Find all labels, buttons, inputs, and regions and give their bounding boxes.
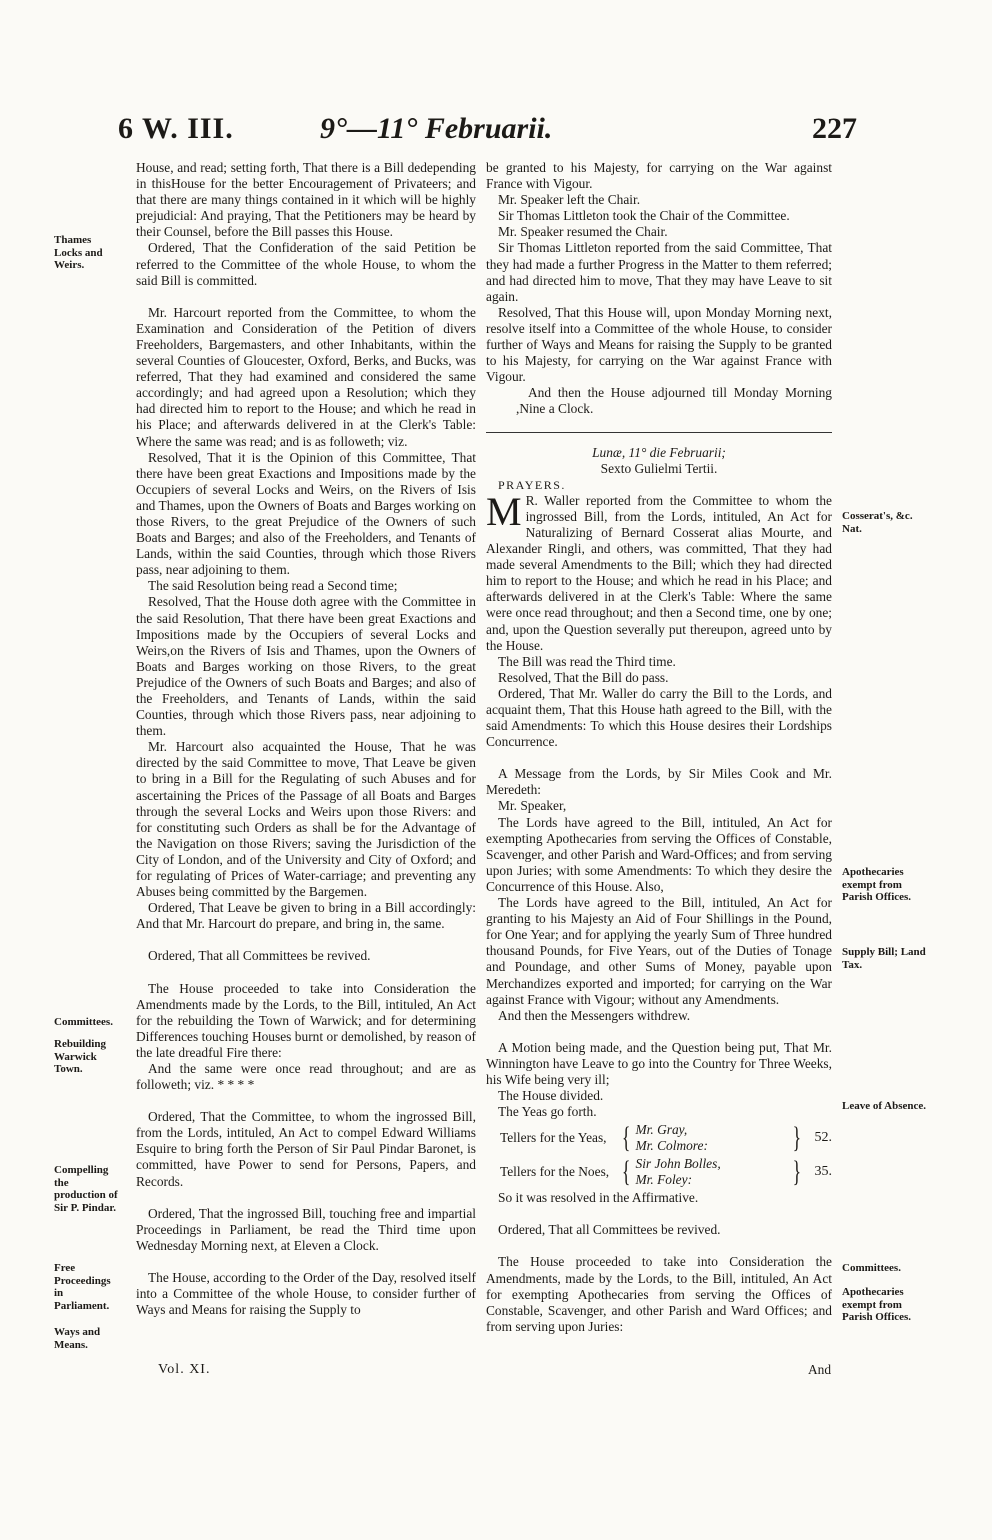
paragraph: The said Resolution being read a Second time; — [148, 578, 398, 594]
margin-note-apothecaries: Apothecaries exempt from Parish Offices. — [842, 866, 912, 903]
paragraph: Ordered, That the Confideration of the said Petition be referred to the Committee of the whole House, to whom the said Bill is committed. — [136, 240, 476, 288]
right-brace: } — [792, 1155, 802, 1189]
teller-name: Sir John Bolles, — [635, 1156, 721, 1172]
paragraph: be granted to his Majesty, for carrying on the War against France with Vigour. — [486, 160, 832, 192]
teller-names — [636, 1156, 790, 1188]
paragraph: The House proceeded to take into Consideration the Amendments made by the Lords, to the Bill, intituled, An Act for the rebuilding the Town of Warwick; and for determining Differences touching Houses burnt or demolished, by reason of the late dreadful Fire there: — [136, 980, 476, 1060]
paragraph: Ordered, That Leave be given to bring in a Bill accordingly: And that Mr. Harcourt do prepare, and bring in, the same. — [136, 900, 476, 932]
tellers-label: Tellers for the Noes, — [500, 1164, 610, 1180]
margin-note-committees: Committees. — [54, 1016, 113, 1028]
regnal-year: 6 W. III. — [118, 112, 234, 145]
paragraph: Mr. Speaker, — [498, 798, 567, 814]
paragraph: Mr. Harcourt reported from the Committee, to whom the Examination and Consideration of the Petition of divers Freeholders, Bargemasters, and other Inhabitants, within the several Counties of Gloucester, Oxford, Berks, and Bucks, was referred, That they had examined and considered the same accordingly; and had agreed upon a Resolution; which they had directed him to report to the House; and which he read in his Place; and afterwards delivered in at the Clerk's Table: Where the same was read; and is as followeth; viz. — [136, 304, 476, 449]
paragraph: The House divided. — [498, 1088, 604, 1104]
paragraph: The House, according to the Order of the Day, resolved itself into a Committee of the whole House, to consider further of Ways and Means for raising the Supply to — [136, 1269, 476, 1318]
left-brace: { — [621, 1155, 631, 1189]
right-brace: } — [792, 1121, 802, 1155]
paragraph-text: R. Waller reported from the Committee to whom the ingrossed Bill, from the Lords, intituled, An Act for Naturalizing of Bernard Cosserat alias Mourte, and Alexander Ringli, and others, was committed, That they had made several Amendments to the Bill; which they had directed him to report to the House; and which he read in his Place; and afterwards delivered in at the Clerk's Table: Where the same were once read throughout; and then a Second time, one by one; and, upon the Question severally put thereupon, agreed unto by the House. — [486, 492, 832, 653]
sitting-date: Lunæ, 11° die Februarii; — [592, 444, 726, 460]
tellers-yeas — [500, 1122, 832, 1154]
tellers-label: Tellers for the Yeas, — [500, 1130, 607, 1146]
tellers-noes — [500, 1156, 832, 1188]
paragraph: Resolved, That the Bill do pass. — [498, 669, 669, 685]
paragraph: Mr. Harcourt also acquainted the House, That he was directed by the said Committee to move, That Leave be given to bring in a Bill for the Regulating of such Abuses and for ascertaining the Prices of the Passage of all Boats and Barges through the several Locks and Weirs upon those Rivers: and for constituting such Orders as shall be for the Advantage of the Navigation on those Rivers; saving the Jurisdiction of the City of London, and of the University and City of Oxford; and for regulating of Prices of Water-carriage; and preventing any Abuses being committed by the Bargemen. — [136, 739, 476, 900]
margin-note-committees-2: Committees. — [842, 1262, 901, 1274]
teller-name: Mr. Foley: — [635, 1172, 693, 1188]
paragraph: Ordered, That the ingrossed Bill, touching free and impartial Proceedings in Parliament, be read the Third time upon Wednesday Morning next, at Eleven a Clock. — [136, 1205, 476, 1253]
margin-note-warwick: Rebuilding Warwick Town. — [54, 1038, 106, 1075]
teller-name: Mr. Gray, — [635, 1122, 688, 1138]
paragraph: Ordered, That all Committees be revived. — [498, 1222, 721, 1238]
left-column — [136, 160, 476, 1318]
paragraph: Resolved, That this House will, upon Monday Morning next, resolve itself into a Committee of the whole House, to consider further of Ways and Means for raising the Supply to be granted to his Majesty, for carrying on the War against France with Vigour. — [486, 304, 832, 385]
teller-names — [636, 1122, 790, 1154]
month: Februarii. — [424, 112, 553, 145]
paragraph: House, and read; setting forth, That there is a Bill dedepending in thisHouse for the better Encouragement of Privateers; and that there are many things contained in it which will be highly prejudicial: And praying, That the Petitioners may be heard by their Counsel, before the Bill passes this House. — [136, 160, 476, 240]
paragraph: Sir Thomas Littleton reported from the said Committee, That they had made a further Progress in the Matter to them referred; and had directed him to move, That they may have Leave to sit again. — [486, 240, 832, 304]
page-number: 227 — [812, 112, 857, 145]
header-dates — [320, 112, 552, 146]
margin-note-pindar: Compelling the production of Sir P. Pindar. — [54, 1164, 118, 1214]
margin-note-cosserat: Cosserat's, &c. Nat. — [842, 510, 913, 535]
margin-note-ways-means: Ways and Means. — [54, 1326, 101, 1351]
paragraph: Mr. Speaker left the Chair. — [498, 192, 641, 208]
paragraph: A Motion being made, and the Question being put, That Mr. Winnington have Leave to go into the Country for Three Weeks, his Wife being very ill; — [486, 1039, 832, 1087]
paragraph: The Lords have agreed to the Bill, intituled, An Act for granting to his Majesty an Aid of Four Shillings in the Pound, for One Year; and for applying the yearly Sum of Three hundred thousand Pounds, for Five Years, out of the Duties of Tonage and Poundage, and other Sums of Money, payable upon Merchandizes exported and imported; for carrying on the War against France with Vigour; without any Amendments. — [486, 895, 832, 1007]
paragraph: And then the House adjourned till Monday Morning ,Nine a Clock. — [516, 385, 832, 417]
paragraph: So it was resolved in the Affirmative. — [498, 1190, 699, 1206]
margin-note-leave-absence: Leave of Absence. — [842, 1100, 927, 1112]
paragraph: And then the Messengers withdrew. — [498, 1007, 691, 1023]
volume-signature: Vol. XI. — [158, 1362, 211, 1377]
margin-note-free-proceedings: Free Proceedings in Parliament. — [54, 1262, 111, 1312]
paragraph: Ordered, That the Committee, to whom the ingrossed Bill, from the Lords, intituled, An Act to compel Edward Williams Esquire to bring forth the Person of Sir Paul Pindar Baronet, is committed, have Power to send for Persons, Papers, and Records. — [136, 1109, 476, 1189]
margin-note-apothecaries-2: Apothecaries exempt from Parish Offices. — [842, 1286, 912, 1323]
section-divider — [486, 432, 832, 433]
paragraph: Ordered, That Mr. Waller do carry the Bill to the Lords, and acquaint them, That this House hath agreed to the Bill, with the said Amendments: To which this House desires their Lordships Concurrence. — [486, 685, 832, 750]
left-brace: { — [621, 1121, 631, 1155]
margin-note-supply-bill: Supply Bill; Land Tax. — [842, 946, 926, 971]
dates: 9°—11° — [320, 112, 418, 145]
right-column — [486, 160, 832, 1335]
division-count: 35. — [814, 1164, 832, 1180]
teller-name: Mr. Colmore: — [635, 1138, 708, 1154]
paragraph: Resolved, That it is the Opinion of this Committee, That there have been great Exactions and Impositions made by the Occupiers of several Locks and Weirs, on the Rivers of Isis and Thames, upon the Owners of Boats and Barges working on those Rivers, to the great Prejudice of the Owners of such Boats and Barges; and also of the Freeholders, and Tenants of Lands, within the said Counties, through which those Rivers pass, near adjoining to them. — [136, 449, 476, 578]
paragraph: Resolved, That the House doth agree with the Committee in the said Resolution, That there have been great Exactions and Impositions made by the Occupiers of several Locks and Weirs,on the Rivers of Isis and Thames, upon the Owners of Boats and Barges working on those Rivers, to the great Prejudice of the Owners of such Boats and Barges; and also of the Freeholders, and Tenants of Lands, within the said Counties, through which those Rivers pass, near adjoining to them. — [136, 594, 476, 739]
paragraph: The House proceeded to take into Consideration the Amendments, made by the Lords, to the Bill, intituled, An Act for exempting Apothecaries from serving the Offices of Constable, Scavenger, and other Parish and Ward Offices; and from serving upon Juries: — [486, 1254, 832, 1334]
paragraph: A Message from the Lords, by Sir Miles Cook and Mr. Meredeth: — [486, 766, 832, 798]
paragraph: Sir Thomas Littleton took the Chair of the Committee. — [498, 208, 790, 224]
drop-cap: M — [486, 488, 522, 534]
regnal-line: Sexto Gulielmi Tertii. — [600, 460, 718, 476]
paragraph: Mr. Speaker resumed the Chair. — [498, 224, 668, 240]
catchword: And — [808, 1362, 832, 1377]
division-count: 52. — [814, 1130, 832, 1146]
paragraph: Ordered, That all Committees be revived. — [148, 948, 371, 964]
paragraph: The Yeas go forth. — [498, 1104, 597, 1120]
paragraph: And the same were once read throughout; and are as followeth; viz. * * * * — [136, 1060, 476, 1093]
prayers-heading: PRAYERS. — [498, 477, 566, 492]
paragraph: The Bill was read the Third time. — [498, 653, 676, 669]
paragraph — [486, 488, 832, 654]
paragraph: The Lords have agreed to the Bill, intituled, An Act for exempting Apothecaries from serving the Offices of Constable, Scavenger, and other Parish and Ward-Offices; and from serving upon Juries; with some Amendments: To which they desire the Concurrence of this House. Also, — [486, 814, 832, 894]
margin-note-thames: Thames Locks and Weirs. — [54, 234, 103, 271]
